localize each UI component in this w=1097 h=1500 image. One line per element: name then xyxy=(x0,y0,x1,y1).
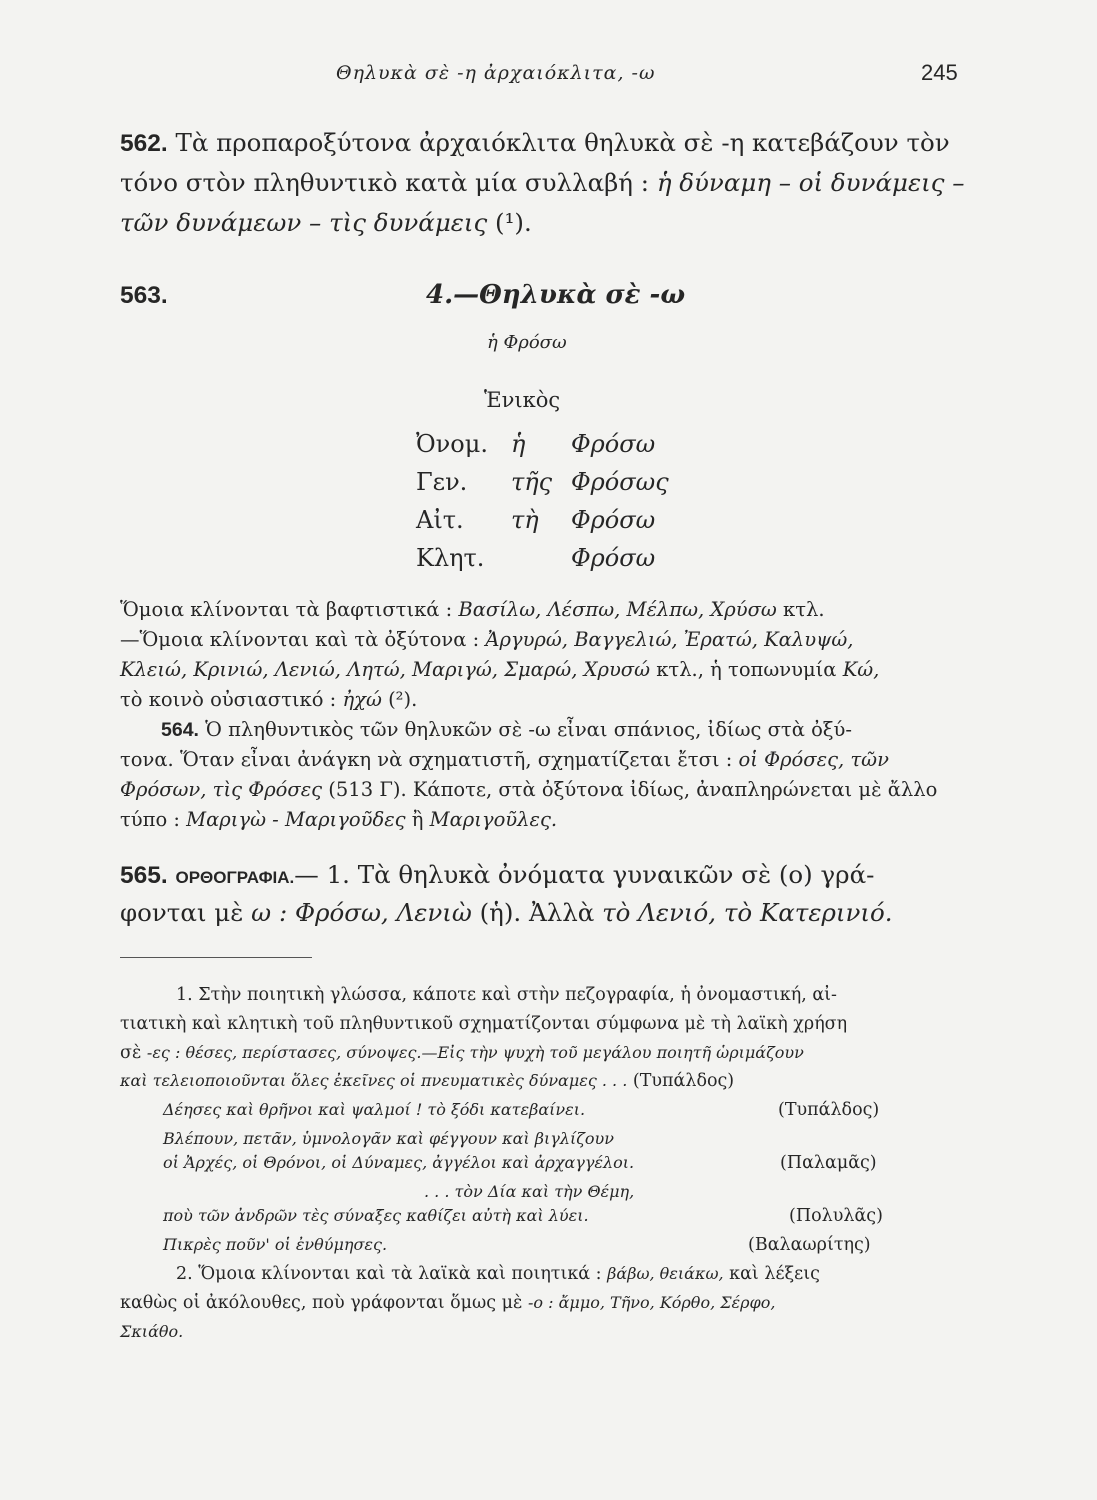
sec565-line2: φονται μὲ ω : Φρόσω, Λενιὼ (ἡ). Ἀλλὰ τὸ Λενιό, τὸ Κατερινιό. xyxy=(120,898,893,927)
paradigm-row-voc xyxy=(416,544,655,572)
sec563-p2: —Ὅμοια κλίνονται καὶ τὰ ὀξύτονα : Ἀργυρώ, Βαγγελιώ, Ἐρατώ, Καλυψώ, xyxy=(120,628,854,651)
article: τῆς xyxy=(511,468,553,496)
footnote-divider xyxy=(120,957,312,958)
fn2-line3: Σκιάθο. xyxy=(120,1322,184,1341)
quote-line-4: . . . τὸν Δία καὶ τὴν Θέμη, xyxy=(424,1182,635,1201)
paradigm-row-nom xyxy=(416,430,655,458)
form: Φρόσως xyxy=(571,468,669,496)
page-number: 245 xyxy=(921,60,958,85)
sec564-line4: τύπο : Μαριγὼ - Μαριγοῦδες ἢ Μαριγοῦλες. xyxy=(120,808,558,831)
fn2-line2: καθὼς οἱ ἀκόλουθες, ποὺ γράφονται ὅμως μὲ -ο : ἄμμο, Τῆνο, Κόρθο, Σέρφο, xyxy=(120,1293,776,1313)
sec562-line2: τόνο στὸν πληθυντικὸ κατὰ μία συλλαβή : ἡ δύναμη – οἱ δυνάμεις – xyxy=(120,168,965,197)
sec563-p4: τὸ κοινὸ οὐσιαστικό : ἠχώ (²). xyxy=(120,688,418,711)
orthography-label: ΟΡΘΟΓΡΑΦΙΑ. xyxy=(175,868,295,887)
case-label: Γεν. xyxy=(416,468,468,496)
article: τὴ xyxy=(511,506,539,534)
fn1-line1: 1. Στὴν ποιητικὴ γλώσσα, κάποτε καὶ στὴν πεζογραφία, ἡ ὀνομαστική, αἰ- xyxy=(176,985,837,1005)
sec563-number: 563. xyxy=(120,282,168,309)
paradigm-row-gen xyxy=(416,468,669,496)
quote-line-3: οἱ Ἀρχές, οἱ Θρόνοι, οἱ Δύναμες, ἀγγέλοι καὶ ἀρχαγγέλοι. xyxy=(163,1153,635,1172)
paradigm-example: ἡ Φρόσω xyxy=(487,332,567,353)
case-label: Ὀνομ. xyxy=(416,430,488,458)
quote-source-5: (Πολυλᾶς) xyxy=(789,1206,883,1226)
form: Φρόσω xyxy=(571,544,656,572)
sec562-line1: 562. Τὰ προπαροξύτονα ἀρχαιόκλιτα θηλυκὰ σὲ -η κατεβάζουν τὸν xyxy=(120,128,950,157)
case-label: Αἰτ. xyxy=(416,506,464,534)
sec565-number: 565. xyxy=(120,862,168,889)
sec564-line1: 564. Ὁ πληθυντικὸς τῶν θηλυκῶν σὲ -ω εἶναι σπάνιος, ἰδίως στὰ ὀξύ- xyxy=(161,718,852,741)
sec564-line3: Φρόσων, τὶς Φρόσες (513 Γ). Κάποτε, στὰ ὀξύτονα ἰδίως, ἀναπληρώνεται μὲ ἄλλο xyxy=(120,778,938,801)
quote-line-5: ποὺ τῶν ἀνδρῶν τὲς σύναξες καθίζει αὐτὴ καὶ λύει. xyxy=(163,1206,589,1225)
quote-source-6: (Βαλαωρίτης) xyxy=(748,1235,871,1255)
sec563-heading: 4.—Θηλυκὰ σὲ -ω xyxy=(426,280,686,310)
form: Φρόσω xyxy=(571,430,656,458)
form: Φρόσω xyxy=(571,506,656,534)
quote-line-6: Πικρὲς ποῦν' οἱ ἐνθύμησες. xyxy=(163,1235,388,1254)
fn1-line4: καὶ τελειοποιοῦνται ὅλες ἐκεῖνες οἱ πνευματικὲς δύναμες . . . (Τυπάλδος) xyxy=(120,1071,735,1091)
sec565-line1: 565. ΟΡΘΟΓΡΑΦΙΑ.— 1. Τὰ θηλυκὰ ὀνόματα γυναικῶν σὲ (ο) γρά- xyxy=(120,860,875,889)
singular-label: Ἑνικὸς xyxy=(484,388,561,412)
fn1-line2: τιατικὴ καὶ κλητικὴ τοῦ πληθυντικοῦ σχηματίζονται σύμφωνα μὲ τὴ λαϊκὴ χρήση xyxy=(120,1014,848,1034)
sec564-number: 564. xyxy=(161,719,199,741)
quote-source-3: (Παλαμᾶς) xyxy=(780,1153,877,1173)
paradigm-row-acc xyxy=(416,506,655,534)
running-header-title: Θηλυκὰ σὲ -η ἀρχαιόκλιτα, -ω xyxy=(336,62,656,84)
sec563-p3: Κλειώ, Κρινιώ, Λενιώ, Λητώ, Μαριγώ, Σμαρώ, Χρυσώ κτλ., ἡ τοπωνυμία Κώ, xyxy=(120,658,880,681)
quote-line-2: Βλέπουν, πετᾶν, ὑμνολογᾶν καὶ φέγγουν καὶ βιγλίζουν xyxy=(163,1129,615,1148)
sec562-line3: τῶν δυνάμεων – τὶς δυνάμεις (¹). xyxy=(120,208,532,237)
case-label: Κλητ. xyxy=(416,544,485,572)
sec563-p1: Ὅμοια κλίνονται τὰ βαφτιστικά : Βασίλω, Λέσπω, Μέλπω, Χρύσω κτλ. xyxy=(120,598,825,621)
fn2-line1: 2. Ὅμοια κλίνονται καὶ τὰ λαϊκὰ καὶ ποιητικά : βάβω, θειάκω, καὶ λέξεις xyxy=(176,1264,820,1284)
sec564-line2: τονα. Ὅταν εἶναι ἀνάγκη νὰ σχηματιστῆ, σχηματίζεται ἔτσι : οἱ Φρόσες, τῶν xyxy=(120,748,889,771)
quote-source-1: (Τυπάλδος) xyxy=(778,1100,880,1120)
sec562-number: 562. xyxy=(120,130,168,157)
article: ἡ xyxy=(511,430,526,458)
fn1-line3: σὲ -ες : θέσες, περίστασες, σύνοψες.—Εἰς τὴν ψυχὴ τοῦ μεγάλου ποιητῆ ὡριμάζουν xyxy=(120,1043,804,1063)
quote-line-1: Δέησες καὶ θρῆνοι καὶ ψαλμοί ! τὸ ξόδι κατεβαίνει. xyxy=(163,1100,586,1119)
